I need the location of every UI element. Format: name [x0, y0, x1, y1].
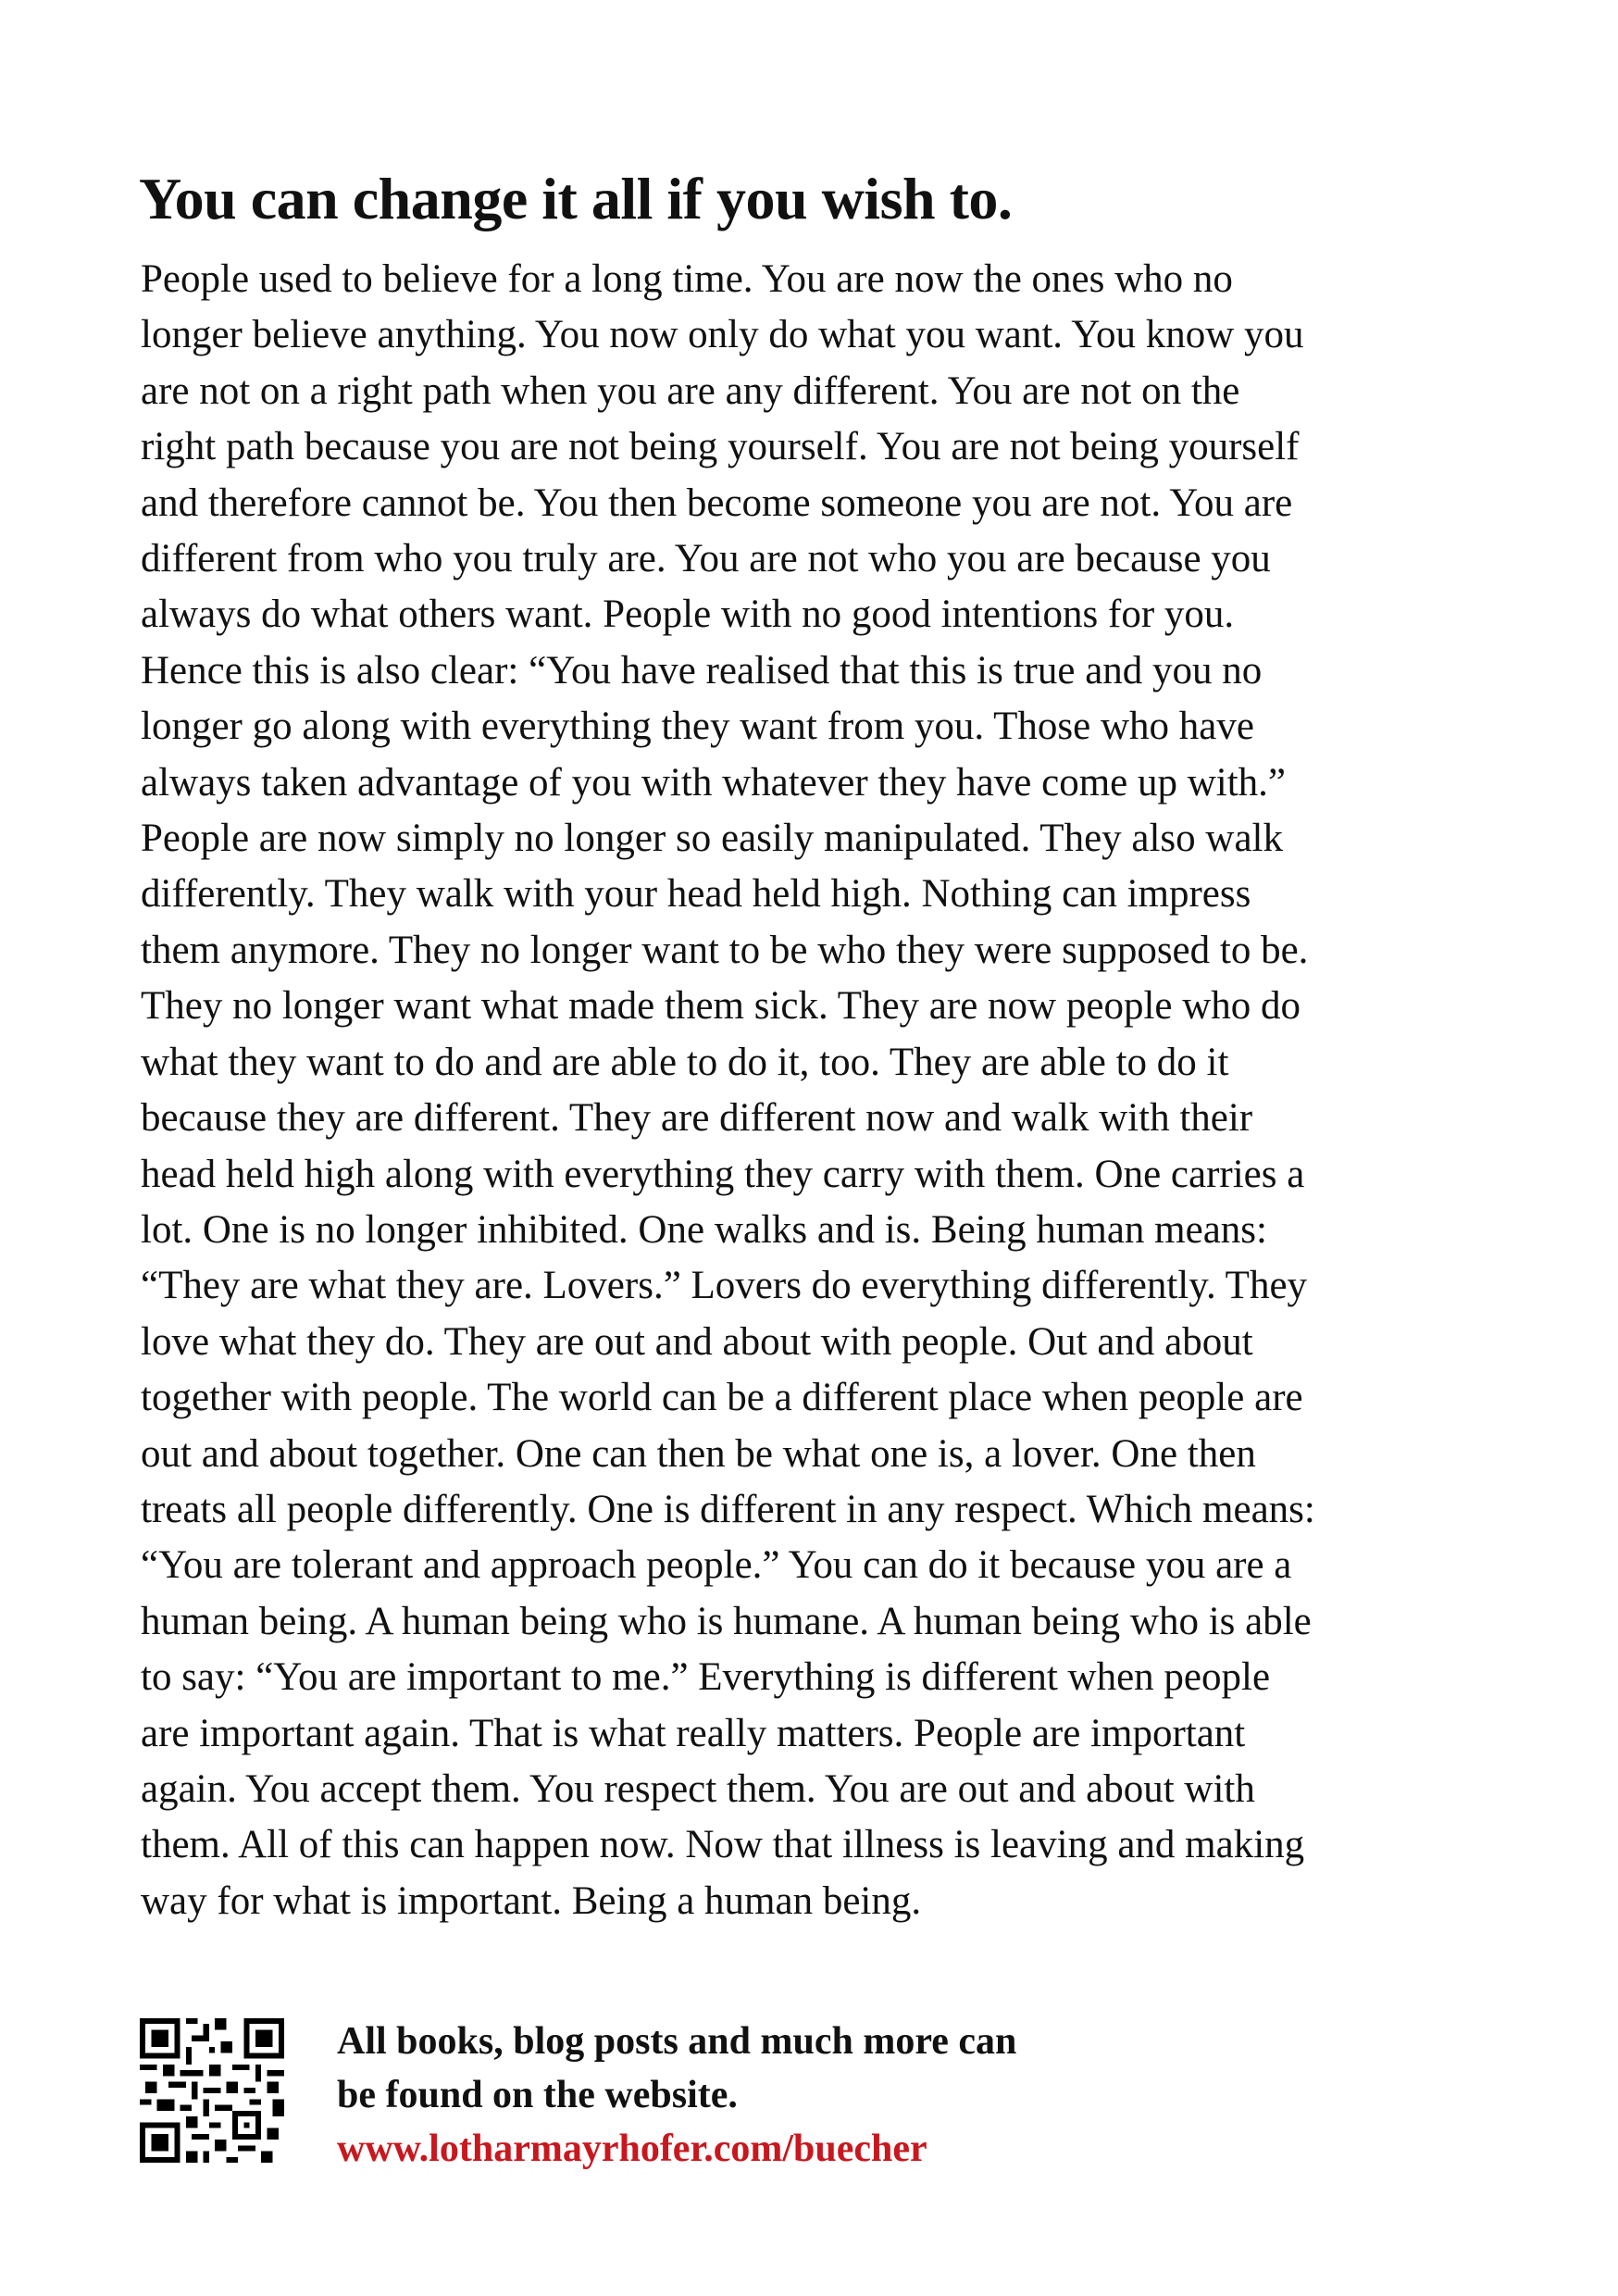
- body-line: love what they do. They are out and about with people. Out and about: [141, 1319, 1253, 1364]
- body-line: “You are tolerant and approach people.” You can do it because you are a: [141, 1543, 1292, 1588]
- footer-line-2: be found on the website.: [337, 2074, 738, 2116]
- body-line: head held high along with everything they carry with them. One carries a: [141, 1152, 1305, 1196]
- body-line: again. You accept them. You respect them. You are out and about with: [141, 1766, 1255, 1811]
- body-line: longer go along with everything they want from you. Those who have: [141, 705, 1254, 749]
- body-line: always do what others want. People with no good intentions for you.: [141, 593, 1235, 637]
- body-line: always taken advantage of you with whatever they have come up with.”: [141, 760, 1287, 805]
- body-line: out and about together. One can then be what one is, a lover. One then: [141, 1431, 1256, 1476]
- body-line: them anymore. They no longer want to be who they were supposed to be.: [141, 928, 1309, 972]
- body-line: what they want to do and are able to do it, too. They are able to do it: [141, 1040, 1229, 1084]
- footer: [140, 2015, 1343, 2172]
- body-line: “They are what they are. Lovers.” Lovers do everything differently. They: [141, 1264, 1308, 1308]
- body-line: human being. A human being who is humane. A human being who is able: [141, 1599, 1312, 1643]
- website-link[interactable]: www.lotharmayrhofer.com/buecher: [337, 2128, 927, 2170]
- body-line: People used to believe for a long time. You are now the ones who no: [141, 257, 1233, 301]
- body-line: them. All of this can happen now. Now that illness is leaving and making: [141, 1823, 1305, 1867]
- body-line: They no longer want what made them sick. They are now people who do: [141, 984, 1301, 1029]
- body-line: different from who you truly are. You are not who you are because you: [141, 537, 1271, 581]
- body-line: lot. One is no longer inhibited. One walks and is. Being human means:: [141, 1207, 1267, 1252]
- body-line: to say: “You are important to me.” Everything is different when people: [141, 1655, 1271, 1700]
- body-line: treats all people differently. One is different in any respect. Which means:: [141, 1487, 1315, 1531]
- body-text: [141, 252, 1492, 1929]
- qr-code-icon[interactable]: [140, 2018, 284, 2163]
- body-line: Hence this is also clear: “You have realised that this is true and you no: [141, 648, 1263, 693]
- body-line: together with people. The world can be a different place when people are: [141, 1376, 1303, 1420]
- footer-line-1: All books, blog posts and much more can: [337, 2020, 1017, 2063]
- footer-text: [337, 2015, 1016, 2176]
- body-line: right path because you are not being yourself. You are not being yourself: [141, 425, 1300, 469]
- body-line: are not on a right path when you are any different. You are not on the: [141, 368, 1240, 413]
- body-line: because they are different. They are different now and walk with their: [141, 1096, 1253, 1141]
- body-line: and therefore cannot be. You then become someone you are not. You are: [141, 480, 1293, 525]
- body-line: are important again. That is what really matters. People are important: [141, 1711, 1246, 1755]
- body-line: differently. They walk with your head held high. Nothing can impress: [141, 872, 1251, 917]
- body-line: longer believe anything. You now only do what you want. You know you: [141, 313, 1304, 357]
- page-title: You can change it all if you wish to.: [139, 166, 1013, 231]
- body-line: People are now simply no longer so easily manipulated. They also walk: [141, 817, 1284, 861]
- body-line: way for what is important. Being a human being.: [141, 1878, 922, 1923]
